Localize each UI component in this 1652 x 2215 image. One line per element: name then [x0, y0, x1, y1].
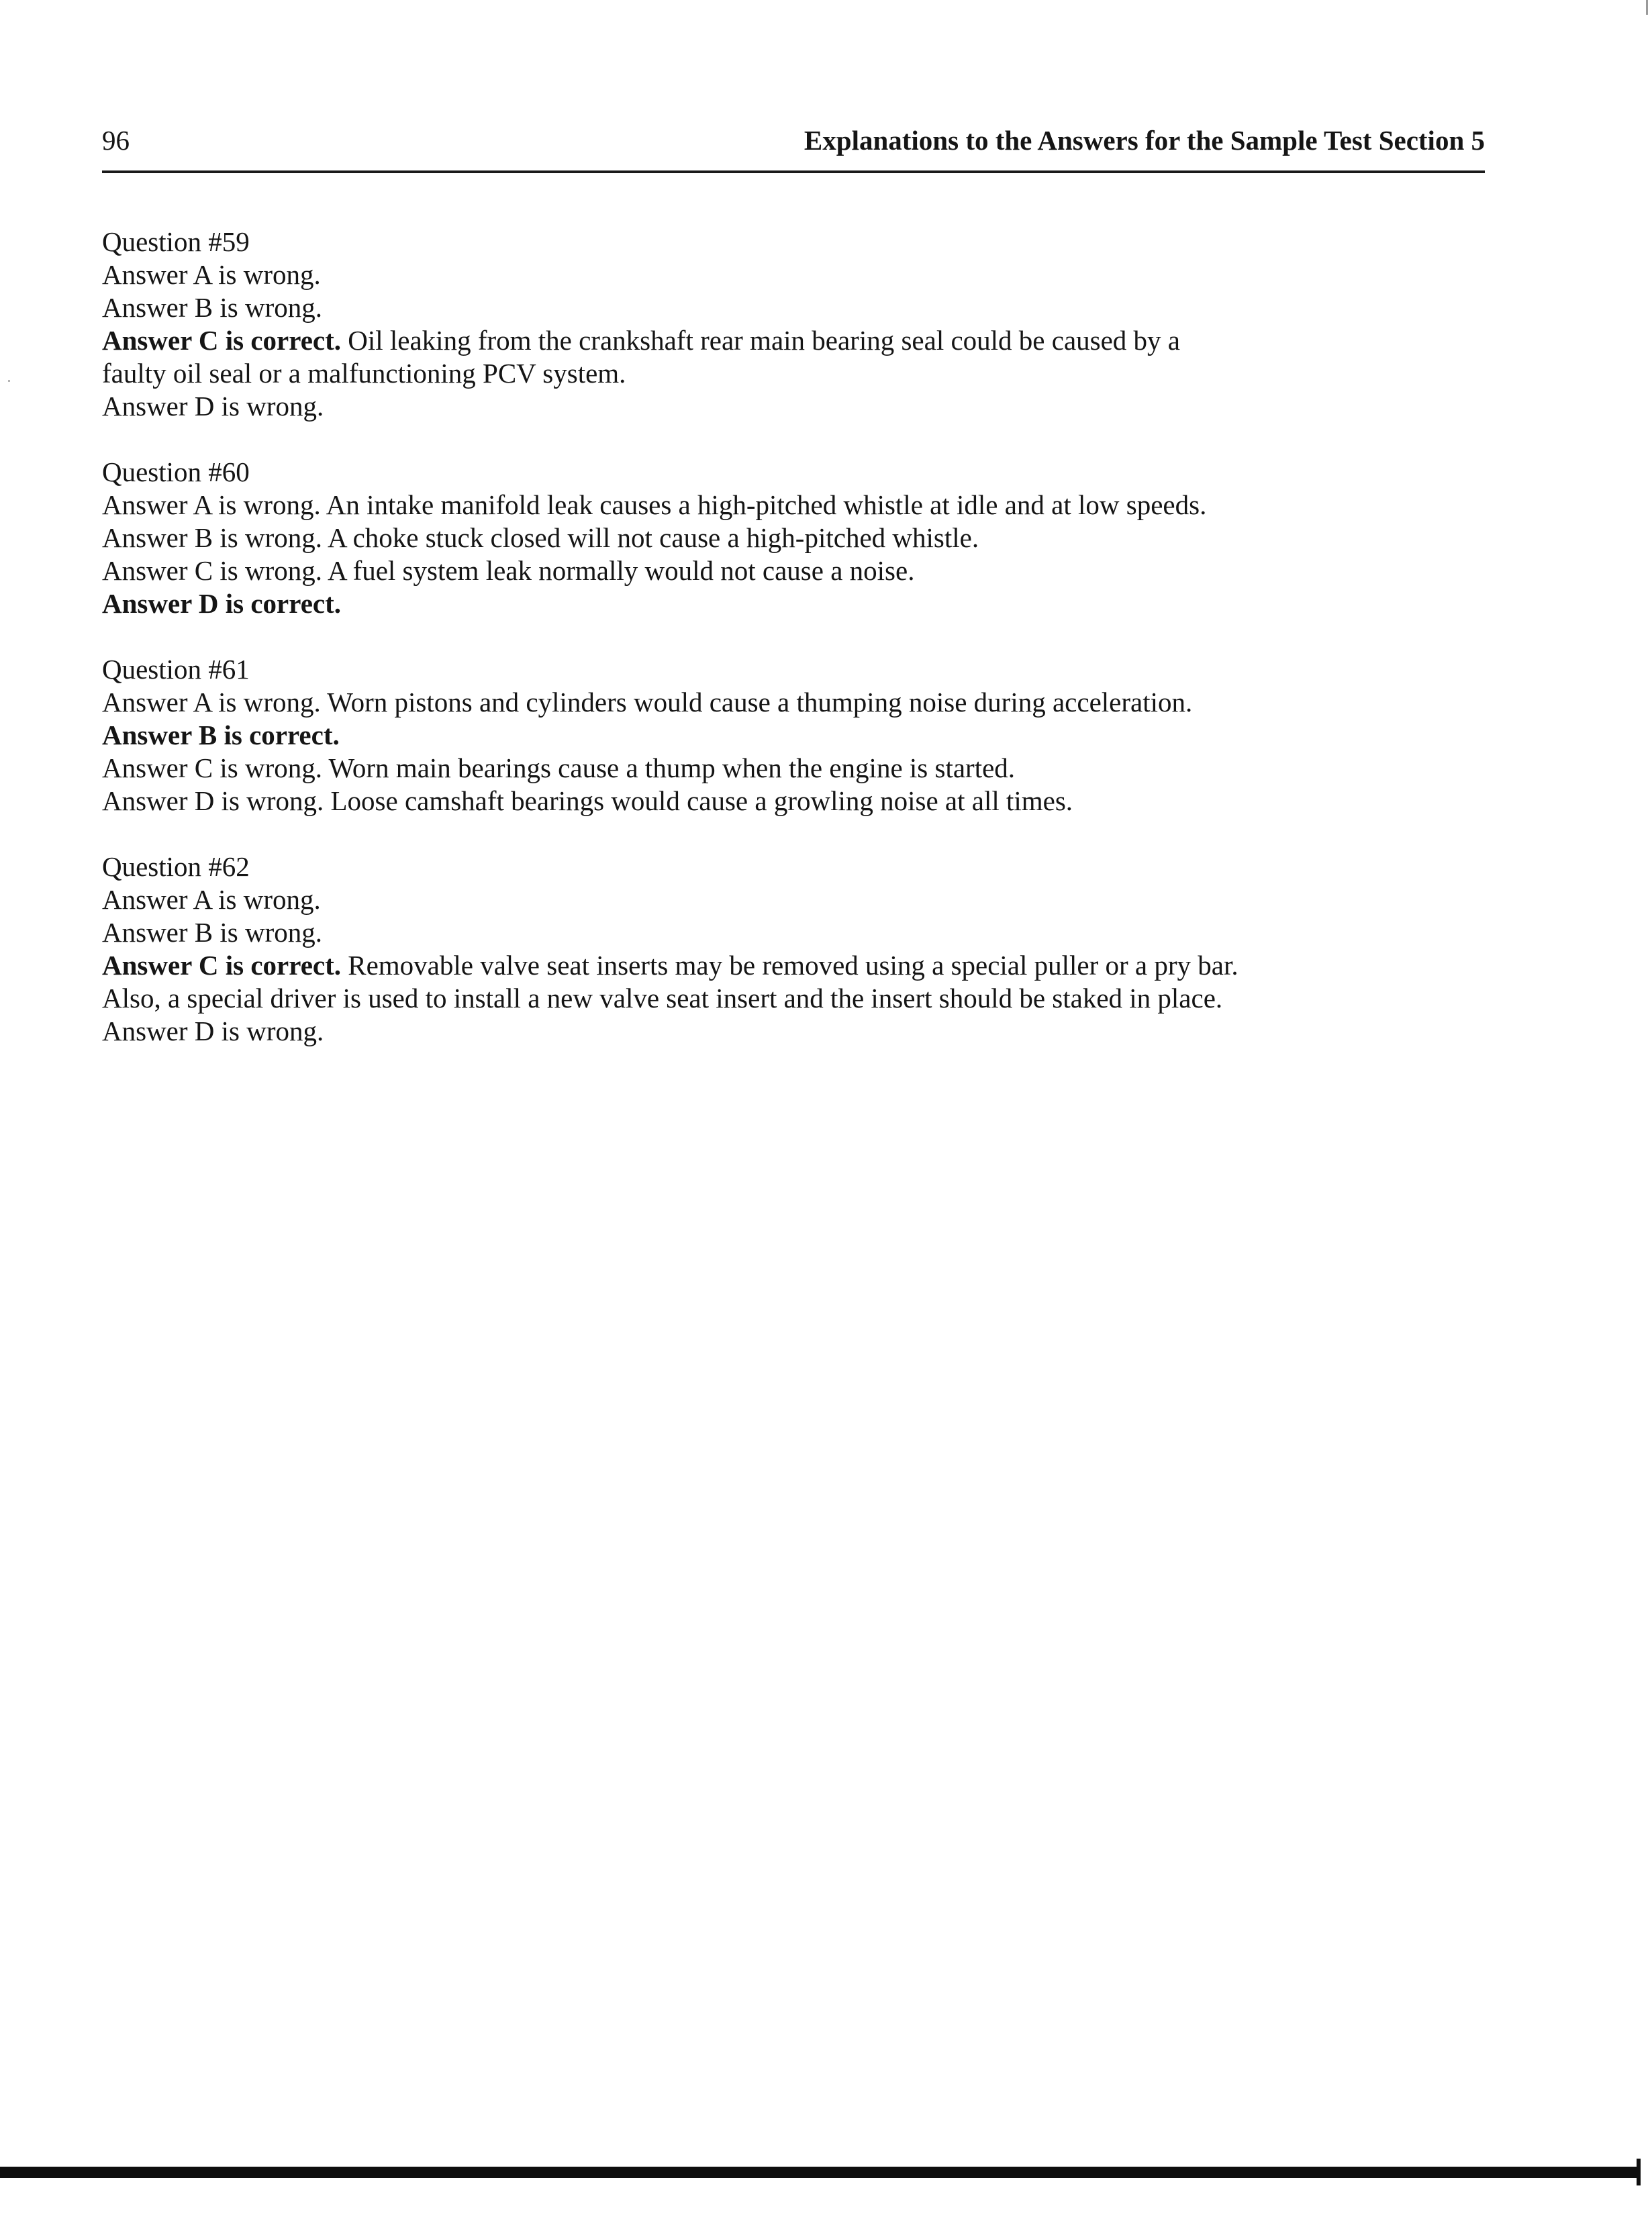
answer-c-continuation: Also, a special driver is used to install a new valve seat insert and the insert should be staked in place.: [102, 983, 1223, 1014]
question-title: Question #62: [102, 851, 250, 882]
answer-b-line: Answer B is wrong.: [102, 917, 322, 948]
page-bottom-bar-end: [1637, 2159, 1641, 2185]
answer-d-line: Answer D is wrong. Loose camshaft bearings would cause a growling noise at all times.: [102, 785, 1073, 816]
correct-answer-explanation: Removable valve seat inserts may be removed using a special puller or a pry bar.: [341, 950, 1238, 981]
page-number: 96: [102, 125, 130, 156]
running-title: Explanations to the Answers for the Sample Test Section 5: [804, 125, 1485, 156]
answer-c-line: [102, 949, 1505, 982]
answer-explanations: [102, 226, 1505, 1081]
answer-c-continuation: faulty oil seal or a malfunctioning PCV system.: [102, 358, 626, 389]
correct-answer-label: Answer D is correct.: [102, 588, 341, 619]
answer-a-line: Answer A is wrong. An intake manifold leak causes a high-pitched whistle at idle and at low speeds.: [102, 489, 1207, 520]
question-59-block: [102, 226, 1505, 423]
answer-d-line: Answer D is wrong.: [102, 391, 324, 422]
answer-a-line: Answer A is wrong.: [102, 884, 321, 915]
correct-answer-label: Answer B is correct.: [102, 720, 340, 750]
answer-d-line: Answer D is wrong.: [102, 1016, 324, 1046]
correct-answer-explanation: Oil leaking from the crankshaft rear main bearing seal could be caused by a: [341, 325, 1180, 356]
answer-a-line: Answer A is wrong.: [102, 259, 321, 290]
question-title: Question #61: [102, 654, 250, 685]
answer-c-line: [102, 324, 1505, 357]
correct-answer-label: Answer C is correct.: [102, 325, 341, 356]
scan-edge-mark: [1646, 0, 1648, 15]
answer-b-line: Answer B is wrong. A choke stuck closed will not cause a high-pitched whistle.: [102, 522, 979, 553]
question-title: Question #59: [102, 226, 250, 257]
question-60-block: [102, 456, 1505, 620]
question-61-block: [102, 653, 1505, 818]
question-title: Question #60: [102, 456, 250, 487]
answer-a-line: Answer A is wrong. Worn pistons and cylinders would cause a thumping noise during acceleration.: [102, 687, 1193, 718]
page-header: [102, 121, 1485, 173]
question-62-block: [102, 850, 1505, 1048]
page-bottom-bar: [0, 2167, 1637, 2178]
answer-b-line: Answer B is wrong.: [102, 292, 322, 323]
scan-margin-speck: [8, 380, 10, 382]
answer-c-line: Answer C is wrong. A fuel system leak normally would not cause a noise.: [102, 555, 915, 586]
answer-c-line: Answer C is wrong. Worn main bearings cause a thump when the engine is started.: [102, 752, 1016, 783]
correct-answer-label: Answer C is correct.: [102, 950, 341, 981]
